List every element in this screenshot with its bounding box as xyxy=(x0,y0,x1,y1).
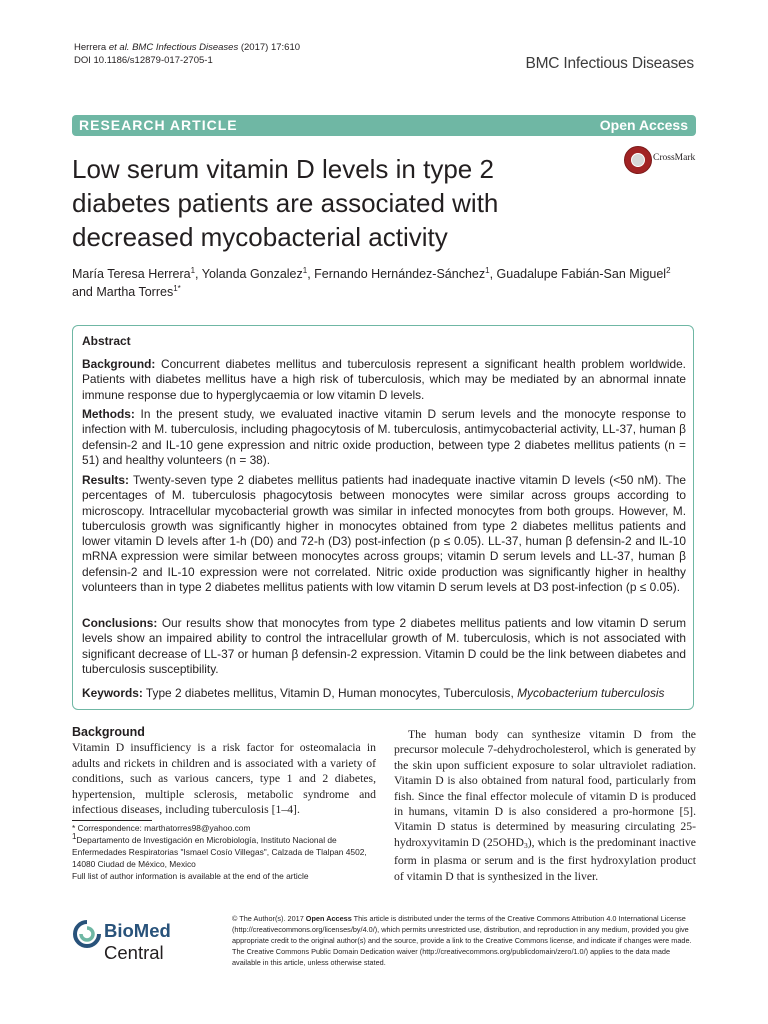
abstract-keywords xyxy=(82,686,686,701)
article-type: RESEARCH ARTICLE xyxy=(79,117,238,133)
affiliation xyxy=(72,834,382,870)
journal-title: BMC Infectious Diseases xyxy=(525,55,694,72)
author-affiliation-ref: 2 xyxy=(666,265,671,275)
abstract-background-label: Background: xyxy=(82,357,156,371)
citation-journal: BMC Infectious Diseases xyxy=(132,42,239,53)
title-line: decreased mycobacterial activity xyxy=(72,222,448,252)
title-line: diabetes patients are associated with xyxy=(72,188,499,218)
body-left-column xyxy=(72,725,376,817)
full-list-note: Full list of author information is available at the end of the article xyxy=(72,871,309,881)
author-affiliation-ref: 1* xyxy=(173,283,181,293)
author-affiliation-ref: 1 xyxy=(485,265,490,275)
author-affiliation-ref: 1 xyxy=(190,265,196,275)
affiliation-text: Departamento de Investigación en Microbiología, Instituto Nacional de Enfermedades Respiratorias "Ismael Cosío Villegas", Calzada de Tlalpan 4502, 14080 Ciudad de México, Mexico xyxy=(72,835,367,869)
abstract-results-label: Results: xyxy=(82,473,129,487)
footnote-rule xyxy=(72,820,152,821)
citation-volume: (2017) 17:610 xyxy=(240,42,301,53)
abstract-conclusions-label: Conclusions: xyxy=(82,616,158,630)
doi[interactable]: DOI 10.1186/s12879-017-2705-1 xyxy=(74,55,213,66)
abstract-methods xyxy=(82,407,686,468)
affiliation-ref: 1 xyxy=(72,832,77,842)
biomed-central-logo[interactable] xyxy=(72,918,222,963)
abstract-methods-text: In the present study, we evaluated inactive vitamin D serum levels and the monocyte response to infection with M. tuberculosis, including phagocytosis of M. tuberculosis, antimycobacterial activity, LL-37, human β defensin-2 and IL-10 gene expression and nitric oxide production, between type 2 diabetes mellitus patients (n = 51) and healthy volunteers (n = 38). xyxy=(82,407,686,467)
biomed-central-wordmark xyxy=(104,920,222,964)
abstract-background-text: Concurrent diabetes mellitus and tuberculosis represent a significant health problem worldwide. Patients with diabetes mellitus have a high risk of tuberculosis, which may be mediated by an abnormal innate immune response due to hyperglycaemia or low vitamin D levels. xyxy=(82,357,686,402)
license-text xyxy=(232,913,698,968)
license-body: This article is distributed under the terms of the Creative Commons Attribution 4.0 International License (http://creativecommons.org/licenses/by/4.0/), which permits unrestricted use, distribution, and reproduction in any medium, provided you give appropriate credit to the original author(s) and the source, provide a link to the Creative Commons license, and indicate if changes were made. The Creative Commons Public Domain Dedication waiver (http://creativecommons.org/publicdomain/zero/1.0/) applies to the data made available in this article, unless otherwise stated. xyxy=(232,914,692,967)
crossmark-badge[interactable] xyxy=(624,146,704,174)
abstract-keywords-text: Type 2 diabetes mellitus, Vitamin D, Human monocytes, Tuberculosis, xyxy=(145,686,514,700)
correspondence[interactable]: * Correspondence: marthatorres98@yahoo.com xyxy=(72,823,251,833)
author-name: Fernando Hernández-Sánchez xyxy=(314,267,486,281)
author-name: María Teresa Herrera xyxy=(72,267,191,281)
author-separator: , xyxy=(307,267,315,281)
crossmark-icon xyxy=(624,146,652,174)
open-access-label: Open Access xyxy=(599,117,688,133)
abstract-results-text: Twenty-seven type 2 diabetes mellitus patients had inadequate inactive vitamin D levels (<50 nM). The percentages of M. tuberculosis phagocytosis between monocytes were similar across groups according to microscopy. Intracellular mycobacterial growth was similar in infected monocytes from both groups. However, M. tuberculosis growth was significantly higher in monocytes obtained from type 2 diabetes mellitus patients and lower vitamin D levels after 1-h (D0) and 72-h (D3) post-infection (p ≤ 0.05). LL-37, human β defensin-2 and IL-10 mRNA expression were similar between monocytes across groups; vitamin D serum levels and LL-37, human β defensin-2 and IL-10 expression were not correlated. Nitric oxide production was significantly higher in healthy volunteers than in type 2 diabetes mellitus patients with low vitamin D serum levels at D3 post-infection (p ≤ 0.05). xyxy=(82,473,686,595)
abstract-methods-label: Methods: xyxy=(82,407,135,421)
body-paragraph: Vitamin D insufficiency is a risk factor for osteomalacia in adults and rickets in children and is associated with a variety of conditions, such as various cancers, type 1 and 2 diabetes, hypertension, multiple sclerosis, metabolic syndrome and infectious diseases, including tuberculosis [1–4]. xyxy=(72,741,376,817)
abstract-heading: Abstract xyxy=(82,334,131,348)
article-title xyxy=(72,152,592,254)
footnotes xyxy=(72,822,382,882)
citation-etal: et al. xyxy=(108,42,130,53)
abstract-results xyxy=(82,473,686,595)
abstract-keywords-label: Keywords: xyxy=(82,686,143,700)
license-copyright: © The Author(s). 2017 xyxy=(232,914,304,923)
title-line: Low serum vitamin D levels in type 2 xyxy=(72,154,494,184)
abstract-conclusions-text: Our results show that monocytes from type 2 diabetes mellitus patients and low vitamin D serum levels show an impaired ability to control the intracellular growth of M. tuberculosis, which is not associated with significant decrease of LL-37 or human β defensin-2 expression. Vitamin D could be the link between diabetes and tuberculosis susceptibility. xyxy=(82,616,686,676)
author-name: Yolanda Gonzalez xyxy=(201,267,303,281)
abstract-conclusions xyxy=(82,616,686,677)
subscript: 3 xyxy=(523,840,528,850)
body-paragraph-part: The human body can synthesize vitamin D from the precursor molecule 7-dehydrocholesterol, which is generated by the skin upon sufficient exposure to solar ultraviolet radiation. Vitamin D is also obtained from natural food, particularly from fish. Since the final effector molecule of vitamin D is produced in humans, vitamin D is also considered a pro-hormone [5]. Vitamin D status is determined by measuring circulating 25-hydroxyvitamin D (25OHD xyxy=(394,728,696,849)
abstract-keyword-italic: Mycobacterium tuberculosis xyxy=(517,686,665,700)
author-separator: , xyxy=(195,267,202,281)
author-separator: , xyxy=(489,267,497,281)
citation-authors: Herrera xyxy=(74,42,107,53)
abstract-background xyxy=(82,357,686,403)
author-name: Guadalupe Fabián-San Miguel xyxy=(496,267,667,281)
logo-central: Central xyxy=(104,942,164,963)
section-heading-background: Background xyxy=(72,725,145,739)
author-list xyxy=(72,265,696,301)
logo-biomed: BioMed xyxy=(104,920,171,941)
citation-line xyxy=(74,41,300,67)
license-open-access: Open Access xyxy=(305,914,352,923)
author-affiliation-ref: 1 xyxy=(302,265,308,275)
biomed-central-icon xyxy=(72,919,102,949)
article-banner xyxy=(72,115,696,136)
body-paragraph-part: ), which is the predominant inactive form in plasma or serum and is the first hydroxylation product of vitamin D that is synthesized in the liver. xyxy=(394,835,696,883)
crossmark-label: CrossMark xyxy=(653,153,696,163)
author-name: and Martha Torres xyxy=(72,285,174,299)
body-right-column xyxy=(394,727,696,884)
